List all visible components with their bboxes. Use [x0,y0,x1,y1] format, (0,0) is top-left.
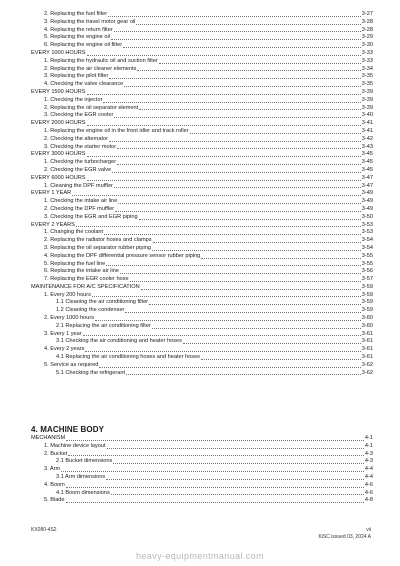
toc-entry [30,276,373,284]
toc-entry-label: 4.1 Boom dimensions [56,489,110,496]
toc-entry [30,490,373,498]
toc-entry [30,97,373,105]
toc-entry-page: 3-39 [361,96,373,103]
toc-leader-dots [85,351,360,352]
toc-entry [30,144,373,152]
section-4-title: 4. MACHINE BODY [31,425,105,434]
toc-entry [30,466,373,474]
toc-entry-label: EVERY 1500 HOURS [31,88,86,95]
toc-leader-dots [76,226,361,227]
toc-entry [30,183,373,191]
toc-entry [30,245,373,253]
toc-leader-dots [106,479,364,480]
toc-entry [30,66,373,74]
toc-entry-page: 3-33 [361,49,373,56]
toc-entry [30,458,373,466]
toc-entry-label: 4. Replacing the DPF differential pressure sensor rubber piping [44,252,201,259]
toc-heading-entry [30,175,373,183]
toc-entry-label: 4. Replacing the return filter [44,26,113,33]
toc-entry-label: 2. Replacing the oil separator element [44,104,139,111]
toc-entry-label: EVERY 2 YEARS [31,221,75,228]
toc-leader-dots [83,335,361,336]
toc-leader-dots [87,180,361,181]
toc-leader-dots [117,148,361,149]
toc-entry-page: 4-3 [364,450,373,457]
toc-entry-page: 3-54 [361,244,373,251]
toc-entry-label: EVERY 1 YEAR [31,190,72,197]
toc-entry [30,323,373,331]
toc-entry-page: 3-59 [361,291,373,298]
toc-leader-dots [112,172,361,173]
toc-leader-dots [126,374,361,375]
toc-leader-dots [87,156,361,157]
toc-entry-page: 4-1 [364,442,373,449]
toc-entry-page: 3-61 [361,346,373,353]
toc-entry-label: EVERY 6000 HOURS [31,174,86,181]
toc-entry [30,346,373,354]
toc-entry [30,354,373,362]
toc-entry [30,362,373,370]
toc-entry-page: 3-60 [361,315,373,322]
toc-leader-dots [99,367,360,368]
watermark-text: heavy-equipmentmanual.com [135,551,265,561]
toc-entry [30,167,373,175]
toc-heading-entry [30,190,373,198]
toc-entry-page: 4-6 [364,481,373,488]
toc-entry-page: 3-39 [361,88,373,95]
toc-leader-dots [137,70,360,71]
toc-leader-dots [114,31,361,32]
toc-entry-label: 1.1 Cleaning the air conditioning filter [56,299,149,306]
toc-entry-page: 3-59 [361,299,373,306]
toc-entry-page: 3-39 [361,104,373,111]
toc-leader-dots [159,63,361,64]
toc-entry-label: 4. Checking the valve clearance [44,81,124,88]
toc-entry-label: 7. Replacing the EGR cooler hose [44,276,129,283]
toc-entry-label: 2. Checking the alternator [44,135,109,142]
footer-doc-code: KX080-4S2 [31,527,57,533]
toc-leader-dots [109,141,361,142]
toc-entry-page: 3-59 [361,307,373,314]
toc-leader-dots [152,250,361,251]
toc-entry [30,370,373,378]
toc-entry [30,268,373,276]
toc-entry-label: 5. Replacing the fuel line [44,260,106,267]
toc-entry [30,198,373,206]
toc-entry [30,206,373,214]
toc-list-part2 [30,435,373,505]
toc-leader-dots [139,109,361,110]
toc-entry-page: 3-34 [361,65,373,72]
toc-entry-label: 2. Checking the EGR valve [44,166,112,173]
toc-entry [30,19,373,27]
toc-entry-label: 5. Service as required [44,361,99,368]
footer-issue: KiSC issued 03, 2024 A [318,534,371,540]
toc-leader-dots [139,219,361,220]
toc-leader-dots [201,359,361,360]
toc-entry-page: 4-4 [364,466,373,473]
toc-entry-label: 6. Replacing the intake air line [44,268,119,275]
toc-entry [30,307,373,315]
toc-entry-label: 2.1 Bucket dimensions [56,458,113,465]
toc-entry-label: 2. Every 1000 hours [44,315,95,322]
toc-entry [30,128,373,136]
toc-entry-page: 3-61 [361,338,373,345]
toc-entry-label: 3. Checking the starter motor [44,143,117,150]
toc-entry-label: 3. Every 1 year [44,330,82,337]
toc-entry [30,482,373,490]
toc-entry-page: 3-50 [361,213,373,220]
toc-entry-page: 3-30 [361,42,373,49]
toc-leader-dots [87,94,361,95]
toc-entry-page: 3-45 [361,151,373,158]
toc-entry-label: EVERY 2000 HOURS [31,120,86,127]
toc-leader-dots [130,281,361,282]
toc-leader-dots [118,203,360,204]
toc-heading-entry [30,50,373,58]
toc-entry-page: 4-8 [364,497,373,504]
toc-leader-dots [108,16,361,17]
toc-leader-dots [66,502,364,503]
toc-entry-label: 3. Replacing the pilot filter [44,73,109,80]
toc-entry-label: 1. Every 200 hours [44,291,91,298]
toc-entry-label: 2. Replacing the air cleaner elements [44,65,137,72]
toc-entry-page: 3-61 [361,330,373,337]
toc-entry [30,299,373,307]
toc-entry [30,474,373,482]
toc-entry-page: 3-47 [361,174,373,181]
toc-entry-label: 4. Boom [44,481,65,488]
toc-leader-dots [125,312,360,313]
toc-entry-page: 3-27 [361,11,373,17]
toc-entry-label: 3. Replacing the oil separator rubber piping [44,244,151,251]
toc-entry-label: MECHANISM [31,435,66,441]
toc-leader-dots [114,187,361,188]
toc-leader-dots [72,195,361,196]
toc-entry-page: 3-60 [361,322,373,329]
toc-leader-dots [149,304,361,305]
toc-leader-dots [61,471,364,472]
toc-entry [30,34,373,42]
toc-entry-page: 3-35 [361,81,373,88]
toc-leader-dots [66,487,364,488]
toc-entry-label: EVERY 1000 HOURS [31,49,86,56]
toc-entry [30,261,373,269]
toc-leader-dots [95,320,361,321]
toc-entry [30,42,373,50]
toc-entry [30,451,373,459]
toc-entry [30,253,373,261]
toc-entry-page: 3-49 [361,198,373,205]
toc-entry [30,112,373,120]
toc-entry-label: 1. Changing the coolant [44,229,104,236]
toc-entry-label: 2. Bucket [44,450,68,457]
toc-entry [30,73,373,81]
toc-leader-dots [136,24,360,25]
toc-entry-label: 1. Replacing the engine oil in the front idler and track roller [44,127,189,134]
toc-entry-page: 3-41 [361,127,373,134]
toc-entry [30,11,373,19]
toc-entry-label: 4. Every 2 years [44,346,85,353]
toc-leader-dots [183,343,361,344]
toc-leader-dots [120,273,361,274]
toc-leader-dots [190,133,361,134]
toc-entry [30,315,373,323]
toc-entry [30,81,373,89]
toc-leader-dots [113,463,364,464]
toc-entry [30,159,373,167]
toc-entry-page: 3-35 [361,73,373,80]
toc-entry-page: 4-1 [364,435,373,441]
toc-entry-label: 5. Replacing the engine oil [44,34,110,41]
toc-entry-page: 3-40 [361,112,373,119]
toc-leader-dots [87,125,361,126]
toc-entry-label: 1. Replacing the hydraulic oil and suction filter [44,57,158,64]
toc-leader-dots [109,78,360,79]
toc-heading-entry [30,151,373,159]
toc-leader-dots [114,117,360,118]
toc-entry-label: 1. Checking the turbocharger [44,159,117,166]
toc-entry-label: 2. Checking the DPF muffler [44,205,115,212]
toc-heading-entry [30,435,373,443]
toc-entry-page: 3-55 [361,260,373,267]
toc-entry-label: MAINTENANCE FOR A/C SPECIFICATION [31,283,140,290]
toc-leader-dots [124,86,361,87]
toc-leader-dots [68,455,364,456]
toc-entry-label: 3. Arm [44,466,61,473]
toc-entry-label: 4.1 Replacing the air conditioning hoses and heater hoses [56,354,200,361]
toc-leader-dots [123,47,361,48]
toc-entry-page: 3-57 [361,276,373,283]
toc-entry [30,27,373,35]
toc-leader-dots [152,328,361,329]
toc-entry-label: 3. Checking the EGR cooler [44,112,114,119]
toc-entry-label: 3.1 Arm dimensions [56,473,106,480]
toc-entry-page: 3-55 [361,252,373,259]
toc-entry-page: 3-61 [361,354,373,361]
toc-leader-dots [153,242,361,243]
toc-entry-page: 3-53 [361,221,373,228]
toc-entry-label: 1. Checking the injector [44,96,103,103]
toc-entry-page: 4-4 [364,473,373,480]
toc-entry [30,136,373,144]
toc-leader-dots [201,258,360,259]
toc-entry-page: 3-49 [361,190,373,197]
toc-heading-entry [30,222,373,230]
toc-heading-entry [30,284,373,292]
toc-entry-label: 5.1 Checking the refrigerant [56,369,126,376]
toc-list-part1 [30,11,373,377]
toc-leader-dots [92,296,361,297]
toc-entry-label: 6. Replacing the engine oil filter [44,42,123,49]
footer-page-number: vii [366,527,371,533]
toc-entry-page: 3-43 [361,143,373,150]
toc-heading-entry [30,120,373,128]
toc-entry-page: 3-33 [361,57,373,64]
toc-entry-page: 3-56 [361,268,373,275]
toc-entry [30,214,373,222]
toc-entry-label: 2.1 Replacing the air conditioning filter [56,322,151,329]
toc-entry-label: 1. Checking the intake air line [44,198,118,205]
toc-leader-dots [111,494,364,495]
toc-entry [30,292,373,300]
toc-entry [30,331,373,339]
toc-heading-entry [30,89,373,97]
toc-entry [30,443,373,451]
toc-leader-dots [115,211,361,212]
toc-entry [30,58,373,66]
toc-entry-label: 1. Cleaning the DPF muffler [44,182,113,189]
toc-entry-label: 3.1 Checking the air conditioning and heater hoses [56,338,182,345]
toc-leader-dots [104,234,361,235]
toc-leader-dots [141,289,361,290]
toc-entry-page: 3-59 [361,283,373,290]
toc-entry-page: 3-28 [361,18,373,25]
toc-entry [30,237,373,245]
toc-entry-page: 3-47 [361,182,373,189]
toc-entry [30,105,373,113]
toc-entry-page: 3-41 [361,120,373,127]
toc-entry-page: 3-62 [361,361,373,368]
toc-entry [30,229,373,237]
toc-entry-label: 1. Machine device layout [44,442,106,449]
toc-leader-dots [117,164,361,165]
toc-entry-label: 2. Replacing the radiator hoses and clamps [44,237,152,244]
toc-entry-page: 3-28 [361,26,373,33]
toc-entry-label: 3. Replacing the travel motor gear oil [44,18,136,25]
toc-entry-page: 3-42 [361,135,373,142]
toc-leader-dots [87,55,361,56]
toc-leader-dots [107,448,364,449]
toc-entry-label: 1.2 Cleaning the condenser [56,307,125,314]
toc-entry-page: 3-45 [361,159,373,166]
toc-entry-label: EVERY 3000 HOURS [31,151,86,158]
toc-entry-page: 4-6 [364,489,373,496]
toc-entry-page: 3-54 [361,237,373,244]
toc-leader-dots [111,39,361,40]
toc-entry-page: 4-3 [364,458,373,465]
toc-entry-page: 3-49 [361,205,373,212]
toc-leader-dots [103,102,360,103]
toc-entry-label: 3. Checking the EGR and EGR piping [44,213,138,220]
toc-entry-page: 3-45 [361,166,373,173]
toc-entry-page: 3-53 [361,229,373,236]
toc-entry [30,497,373,505]
toc-entry-label: 5. Blade [44,497,65,504]
toc-entry-label: 2. Replacing the fuel filter [44,11,108,17]
toc-entry-page: 3-29 [361,34,373,41]
toc-entry-page: 3-62 [361,369,373,376]
toc-leader-dots [106,265,361,266]
toc-entry [30,338,373,346]
toc-leader-dots [66,440,364,441]
